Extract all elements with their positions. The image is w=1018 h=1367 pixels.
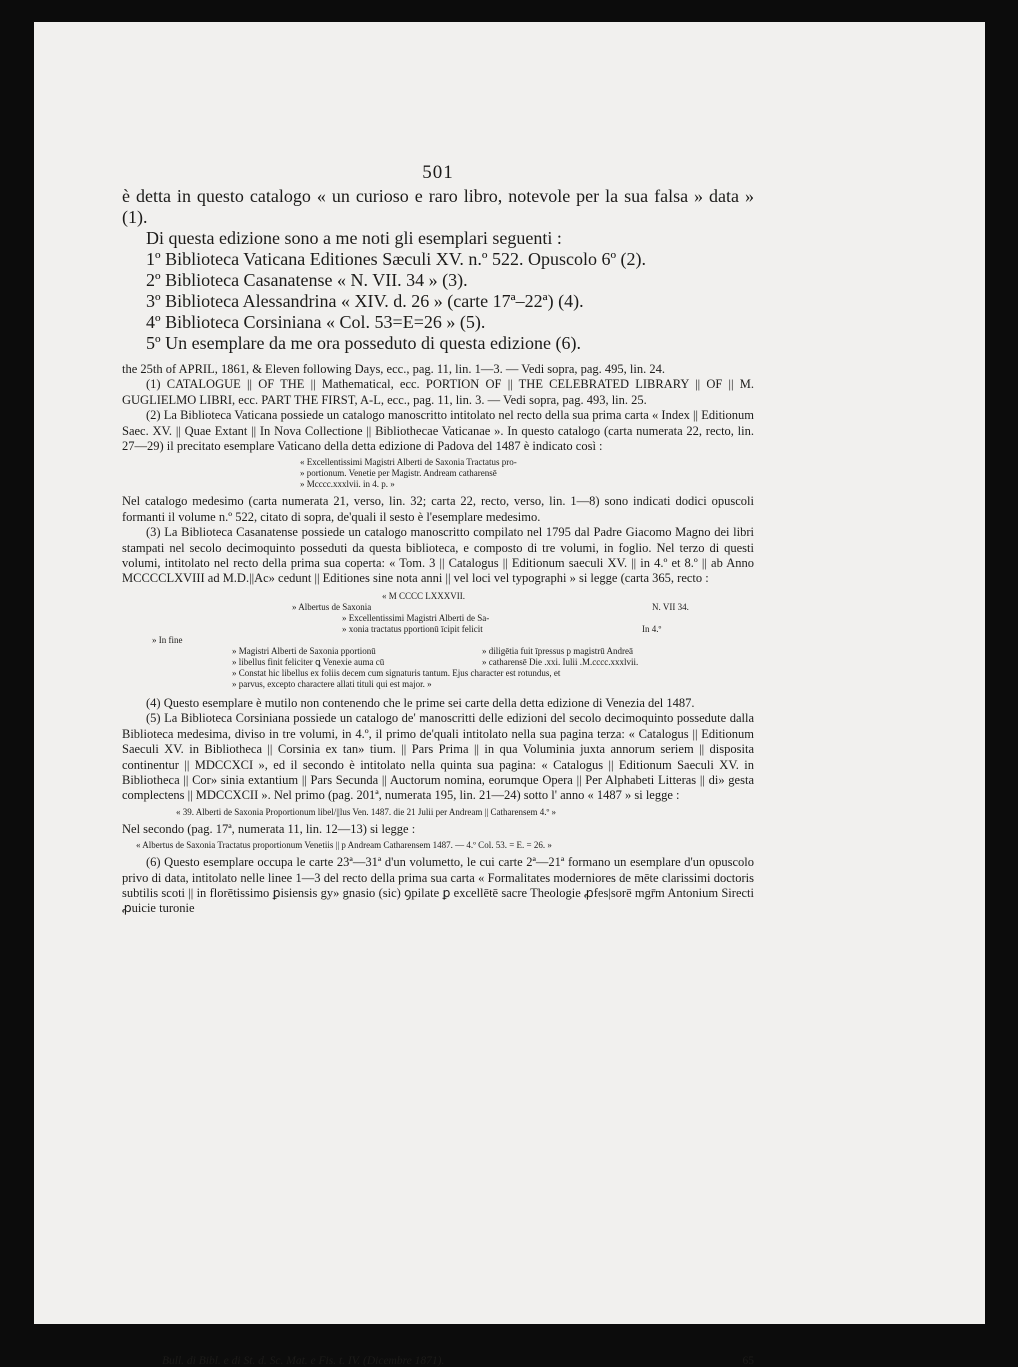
footnote-5-quote-1: « 39. Alberti de Saxonia Proportionum libel/||lus Ven. 1487. die 21 Julii per Andream || Catharensem 4.º » <box>176 806 557 817</box>
footnote-4: (4) Questo esemplare è mutilo non contenendo che le prime sei carte della detta edizione di Venezia del 1487. <box>146 695 695 710</box>
footnote-6: (6) Questo esemplare occupa le carte 23ª—31ª d'un volumetto, le cui carte 2ª—21ª formano un esemplare d'un opuscolo privo di data, intitolato nelle linee 1—3 del recto della prima sua carta « Formalitates moderniores de mēte clarissimi doctoris subtilis scoti || in florētissimo ꝑisiensis gy» gnasio (sic) ꝯpilate ꝑ excellētē sacre Theologie ꝓfes|sorē mgr̄m Antonium Sirecti ꝓuicie turonie <box>122 855 754 916</box>
colophon-line: » libellus finit feliciter ꝗ Venexie auma cū <box>232 656 385 667</box>
catalog-author: » Albertus de Saxonia <box>292 601 372 612</box>
list-item: 3º Biblioteca Alessandrina « XIV. d. 26 » (carte 17ª–22ª) (4). <box>146 291 584 311</box>
colophon-line: » catharensē Die .xxi. Iulii .M.cccc.xxxlvii. <box>482 656 639 667</box>
footnote-2-continued: Nel catalogo medesimo (carta numerata 21, verso, lin. 32; carta 22, recto, verso, lin. 1—8) sono indicati dodici opuscoli formanti il volume n.º 522, citato di sopra, de'quali il sesto è l'esemplare medesimo. <box>122 494 754 524</box>
main-paragraph-1: è detta in questo catalogo « un curioso e raro libro, notevole per la sua falsa » data » (1). <box>122 186 754 227</box>
list-item: 5º Un esemplare da me ora posseduto di questa edizione (6). <box>146 333 581 353</box>
footnote-2: (2) La Biblioteca Vaticana possiede un catalogo manoscritto intitolato nel recto della sua prima carta « Index || Editionum Saec. XV. || Quae Extant || In Nova Collectione || Bibliothecae Vaticanae ». In questo catalogo (carta numerata 22, recto, lin. 27—29) il precitato esemplare Vaticano della detta edizione di Padova del 1487 è indicato così : <box>122 408 754 454</box>
quote-line: » Mcccc.xxxlvii. in 4. p. » <box>300 479 395 490</box>
signature-mark: 65 <box>742 1355 754 1367</box>
footnotes <box>122 362 754 917</box>
footnote-2-quote <box>300 457 610 490</box>
footnote-3: (3) La Biblioteca Casanatense possiede un catalogo manoscritto compilato nel 1795 dal Padre Giacomo Magno dei libri stampati nel secolo decimoquinto posseduti da questa biblioteca, e composto di tre volumi, in foglio. Nel terzo di questi volumi, intitolato nel recto della prima sua coperta: « Tom. 3 || Catalogus || Editionum saeculi XV. || in 4.º et 8.º || ab Anno MCCCCLXVIII ad M.D.||Ac» cedunt || Editiones sine nota anni || vel loci vel typographi » si legge (carta 365, recto : <box>122 525 754 586</box>
quote-line: » portionum. Venetie per Magistr. Andream catharensē <box>300 468 497 479</box>
catalog-colophon-col2 <box>482 646 702 668</box>
colophon-line: » Magistri Alberti de Saxonia pportionū <box>232 645 376 656</box>
list-item: 1º Biblioteca Vaticana Editiones Sæculi XV. n.º 522. Opuscolo 6º (2). <box>146 249 647 269</box>
footnote-5-continued: Nel secondo (pag. 17ª, numerata 11, lin. 12—13) si legge : <box>122 821 416 836</box>
catalog-year: « M CCCC LXXXVII. <box>382 590 466 601</box>
catalog-shelfmark: N. VII 34. <box>652 601 689 612</box>
list-item: 2º Biblioteca Casanatense « N. VII. 34 » (3). <box>146 270 468 290</box>
quote-line: « Excellentissimi Magistri Alberti de Saxonia Tractatus pro- <box>300 457 517 468</box>
footnote-1: (1) CATALOGUE || OF THE || Mathematical, ecc. PORTION OF || THE CELEBRATED LIBRARY || OF || M. GUGLIELMO LIBRI, ecc. PART THE FIRST, A-L, ecc., pag. 11, lin. 3. — Vedi sopra, pag. 493, lin. 25. <box>122 377 754 407</box>
casanatense-catalog-entry <box>122 591 754 690</box>
catalog-title-line: » Excellentissimi Magistri Alberti de Sa- <box>342 612 490 623</box>
catalog-note: » Constat hic libellus ex foliis decem cum signaturis tantum. Ejus character est rotundus, et <box>232 667 561 678</box>
main-text <box>122 186 754 354</box>
page-number: 501 <box>422 162 454 183</box>
scanned-page <box>34 22 985 1367</box>
page-content <box>122 162 754 1367</box>
footnote-5-quote-2: « Albertus de Saxonia Tractatus proportionum Venetiis || p Andream Catharensem 1487. — 4.º Col. 53. = E. = 26. » <box>136 840 552 851</box>
page-footer <box>122 1355 754 1367</box>
catalog-note: » parvus, excepto charactere allati tituli qui est major. » <box>232 678 432 689</box>
colophon-line: » diligētia fuit īpressus p magistrū Andreā <box>482 645 633 656</box>
main-paragraph-2: Di questa edizione sono a me noti gli esemplari seguenti : <box>146 228 562 248</box>
copies-list <box>122 249 754 354</box>
footnote-5: (5) La Biblioteca Corsiniana possiede un catalogo de' manoscritti delle edizioni del secolo decimoquinto possedute dalla Biblioteca medesima, diviso in tre volumi, in 4.º, il primo de'quali intitolato nella sua pagina terza: « Catalogus || Editionum Saeculi XV. in Bibliotheca || Corsinia ex tan» tium. || Pars Prima || in qua Voluminia juxta annorum seriem || disposita continentur || MDCCXCI », ed il secondo è intitolato nella quinta sua pagina: « Catalogus || Editionum Saeculi XV. in Bibliotheca || Cor» sinia extantium || Pars Secunda || Auctorum nomina, eorumque Opera || Per Alphabeti Litteras || di» gesta complectens || MDCCXCII ». Nel primo (pag. 201ª, numerata 195, lin. 21—24) sotto l' anno « 1487 » si legge : <box>122 711 754 803</box>
footnote-continuation: the 25th of APRIL, 1861, & Eleven following Days, ecc., pag. 11, lin. 1—3. — Vedi sopra, pag. 495, lin. 24. <box>122 362 665 376</box>
catalog-title-line: » xonia tractatus pportionū īcipit felicit <box>342 623 483 634</box>
catalog-format: In 4.º <box>642 623 662 634</box>
catalog-in-fine: » In fine <box>152 634 183 645</box>
catalog-colophon-col1 <box>232 646 482 668</box>
list-item: 4º Biblioteca Corsiniana « Col. 53=E=26 » (5). <box>146 312 486 332</box>
journal-citation: Bull. di Bibl. e di St. d. Sc. Mat. e Fis. t. IV. (Dicembre 1871). <box>162 1355 445 1367</box>
